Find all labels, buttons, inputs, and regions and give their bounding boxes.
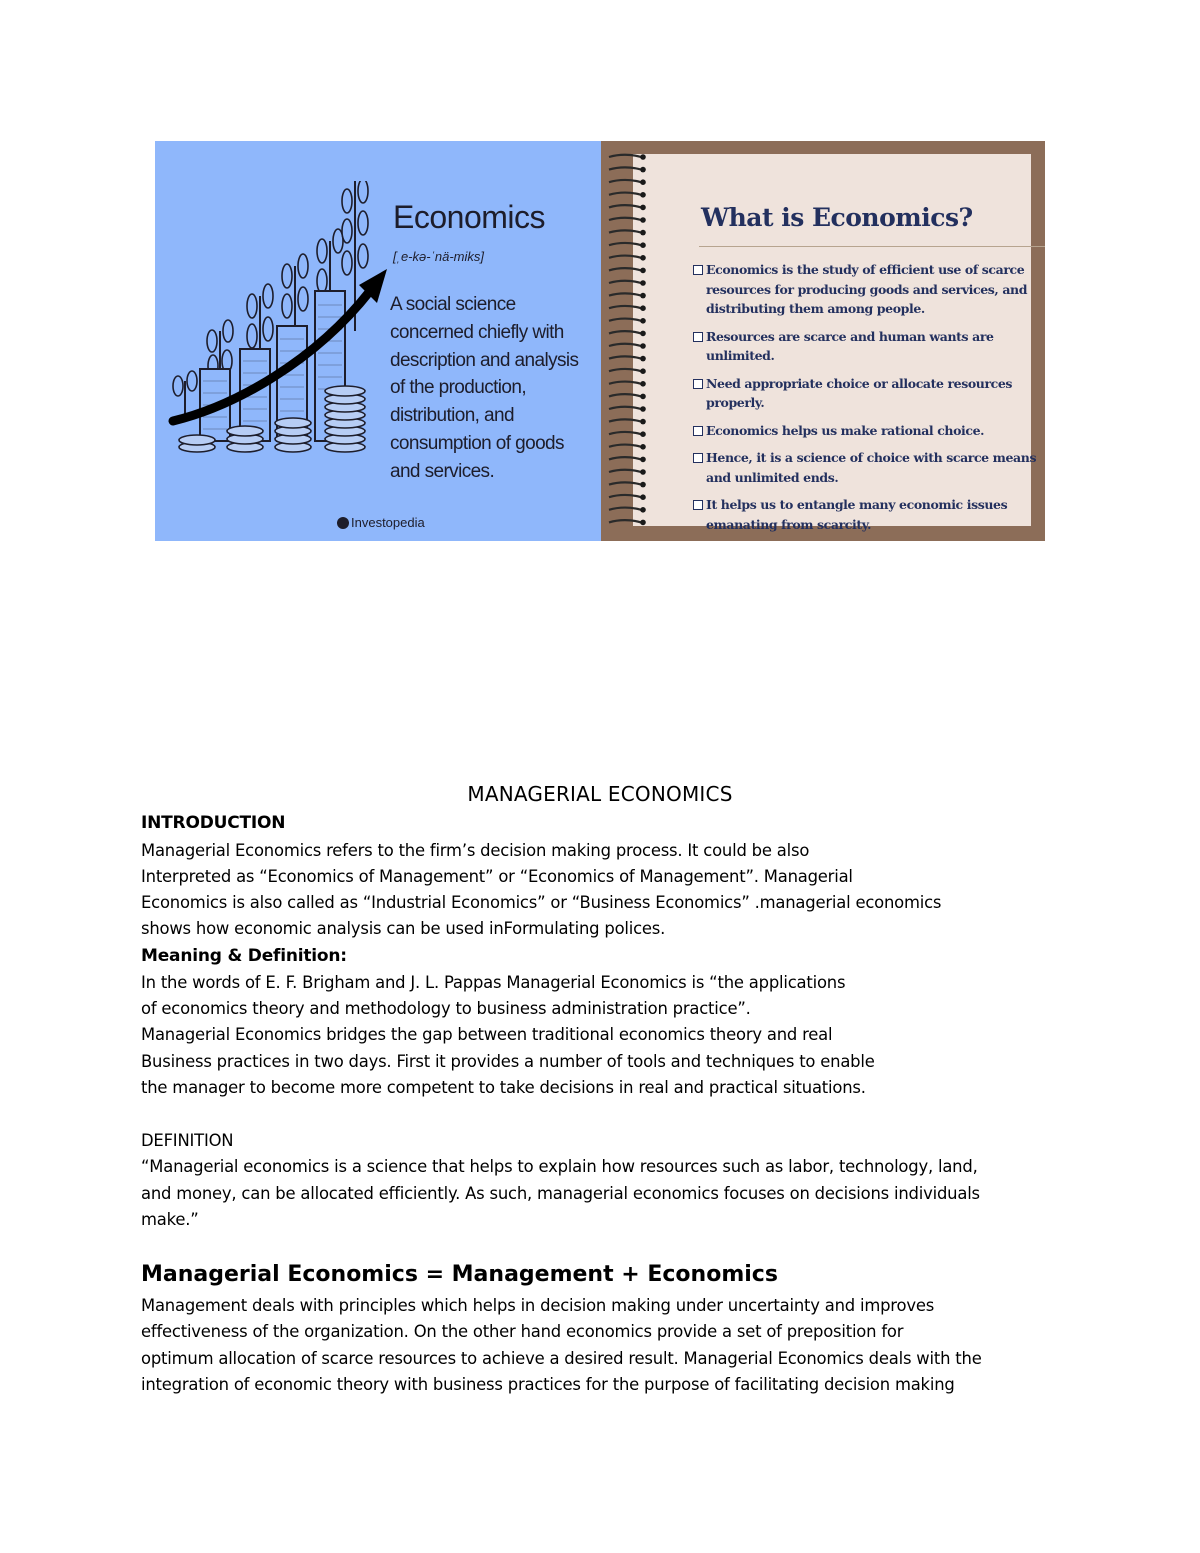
intro-line: Economics is also called as “Industrial Economics” or “Business Economics” .managerial economics bbox=[141, 893, 942, 912]
body-line: effectiveness of the organization. On the other hand economics provide a set of preposition for bbox=[141, 1322, 904, 1341]
economics-word: Economics bbox=[393, 199, 545, 235]
title-divider bbox=[699, 246, 1045, 247]
body-line: optimum allocation of scarce resources to achieve a desired result. Managerial Economics deals with the bbox=[141, 1349, 982, 1368]
list-item: Need appropriate choice or allocate resources properly. bbox=[691, 374, 1045, 413]
definition-line: make.” bbox=[141, 1210, 199, 1229]
checkbox-bullet-icon bbox=[693, 379, 703, 389]
body-line: integration of economic theory with business practices for the purpose of facilitating decision making bbox=[141, 1375, 955, 1394]
brand-name: Investopedia bbox=[351, 515, 425, 530]
list-item: Economics is the study of efficient use of scarce resources for producing goods and services, and distributing them among people. bbox=[691, 260, 1045, 319]
checkbox-bullet-icon bbox=[693, 265, 703, 275]
economics-definition-panel bbox=[155, 141, 601, 541]
checkbox-bullet-icon bbox=[693, 453, 703, 463]
pronunciation: [ˌe-kə-ˈnä-miks] bbox=[393, 249, 485, 264]
definition-heading: DEFINITION bbox=[141, 1131, 234, 1150]
meaning-line: of economics theory and methodology to business administration practice”. bbox=[141, 999, 751, 1018]
introduction-heading: INTRODUCTION bbox=[141, 813, 286, 833]
definition-line: and money, can be allocated efficiently. As such, managerial economics focuses on decisions individuals bbox=[141, 1184, 980, 1203]
meaning-line: Managerial Economics bridges the gap between traditional economics theory and real bbox=[141, 1025, 833, 1044]
spiral-binding-icon bbox=[601, 141, 661, 541]
list-item: Hence, it is a science of choice with scarce means and unlimited ends. bbox=[691, 448, 1045, 487]
checkbox-bullet-icon bbox=[693, 426, 703, 436]
investopedia-mark-icon bbox=[337, 517, 349, 529]
checkbox-bullet-icon bbox=[693, 332, 703, 342]
meaning-line: the manager to become more competent to take decisions in real and practical situations. bbox=[141, 1078, 866, 1097]
panel-title: What is Economics? bbox=[701, 203, 973, 232]
list-item: It helps us to entangle many economic issues emanating from scarcity. bbox=[691, 495, 1045, 534]
list-item: Resources are scarce and human wants are unlimited. bbox=[691, 327, 1045, 366]
checkbox-bullet-icon bbox=[693, 500, 703, 510]
growth-coins-illustration bbox=[165, 181, 395, 511]
investopedia-logo bbox=[337, 515, 425, 530]
intro-line: Managerial Economics refers to the firm’s decision making process. It could be also bbox=[141, 841, 810, 860]
economics-bullet-list bbox=[691, 260, 1045, 541]
meaning-line: In the words of E. F. Brigham and J. L. Pappas Managerial Economics is “the applications bbox=[141, 973, 846, 992]
intro-line: shows how economic analysis can be used inFormulating polices. bbox=[141, 919, 666, 938]
body-line: Management deals with principles which helps in decision making under uncertainty and improves bbox=[141, 1296, 935, 1315]
notebook-paper bbox=[633, 154, 1037, 532]
list-item: Economics helps us make rational choice. bbox=[691, 421, 1045, 441]
meaning-line: Business practices in two days. First it provides a number of tools and techniques to enable bbox=[141, 1052, 875, 1071]
meaning-heading: Meaning & Definition: bbox=[141, 946, 347, 966]
intro-line: Interpreted as “Economics of Management” or “Economics of Management”. Managerial bbox=[141, 867, 853, 886]
definition-line: “Managerial economics is a science that helps to explain how resources such as labor, technology, land, bbox=[141, 1157, 978, 1176]
economics-banner-image bbox=[155, 141, 1045, 541]
what-is-economics-panel bbox=[601, 141, 1045, 541]
document-title: MANAGERIAL ECONOMICS bbox=[467, 782, 733, 806]
equation-heading: Managerial Economics = Management + Economics bbox=[141, 1262, 778, 1287]
economics-definition: A social science concerned chiefly with description and analysis of the production, distribution, and consumption of goods and services. bbox=[390, 294, 579, 482]
